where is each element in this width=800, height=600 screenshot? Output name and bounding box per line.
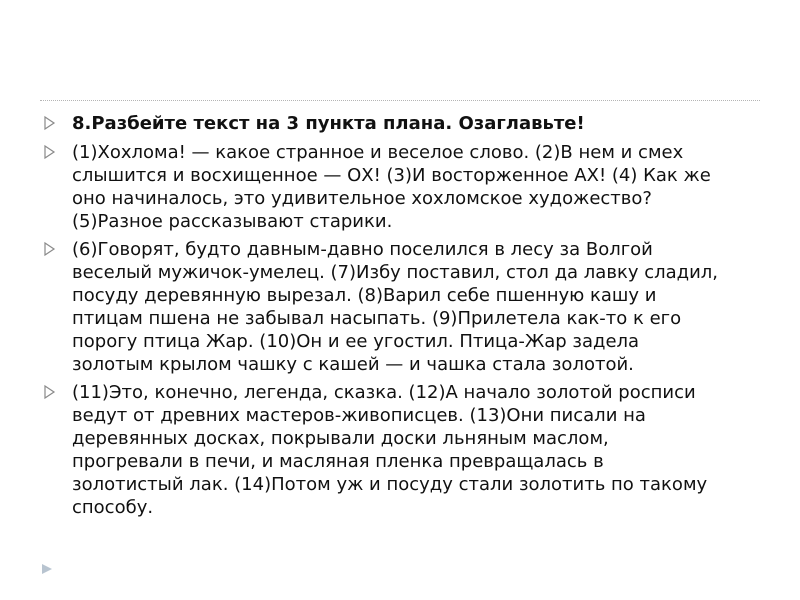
paragraph-text: (11)Это, конечно, легенда, сказка. (12)А начало золотой росписи ведут от древних мастеров-живописцев. (13)Они писали на деревянных досках, покрывали доски льняным маслом, прогревали в печи, и масляная пленка превращалась в золотистый лак. (14)Потом уж и посуду стали золотить по такому способу.	[72, 382, 708, 518]
triangle-bullet-icon	[40, 114, 58, 132]
list-item-heading	[40, 112, 720, 135]
list-item	[40, 238, 720, 376]
task-heading: 8.Разбейте текст на 3 пункта плана. Озаглавьте!	[72, 113, 585, 134]
slide-content	[40, 112, 720, 524]
paragraph-text: (1)Хохлома! — какое странное и веселое слово. (2)В нем и смех слышится и восхищенное — ОХ! (3)И восторженное АХ! (4) Как же оно начиналось, это удивительное хохломское художество? (5)Разное рассказывают старики.	[72, 142, 711, 232]
list-item	[40, 381, 720, 519]
triangle-bullet-icon	[40, 143, 58, 161]
triangle-bullet-icon	[40, 383, 58, 401]
list-item	[40, 141, 720, 233]
nav-arrow-icon[interactable]	[40, 562, 54, 576]
top-divider	[40, 100, 760, 101]
paragraph-text: (6)Говорят, будто давным-давно поселился в лесу за Волгой веселый мужичок-умелец. (7)Избу поставил, стол да лавку сладил, посуду деревянную вырезал. (8)Варил себе пшенную кашу и птицам пшена не забывал насыпать. (9)Прилетела как-то к его порогу птица Жар. (10)Он и ее угостил. Птица-Жар задела золотым крылом чашку с кашей — и чашка стала золотой.	[72, 239, 718, 375]
triangle-bullet-icon	[40, 240, 58, 258]
